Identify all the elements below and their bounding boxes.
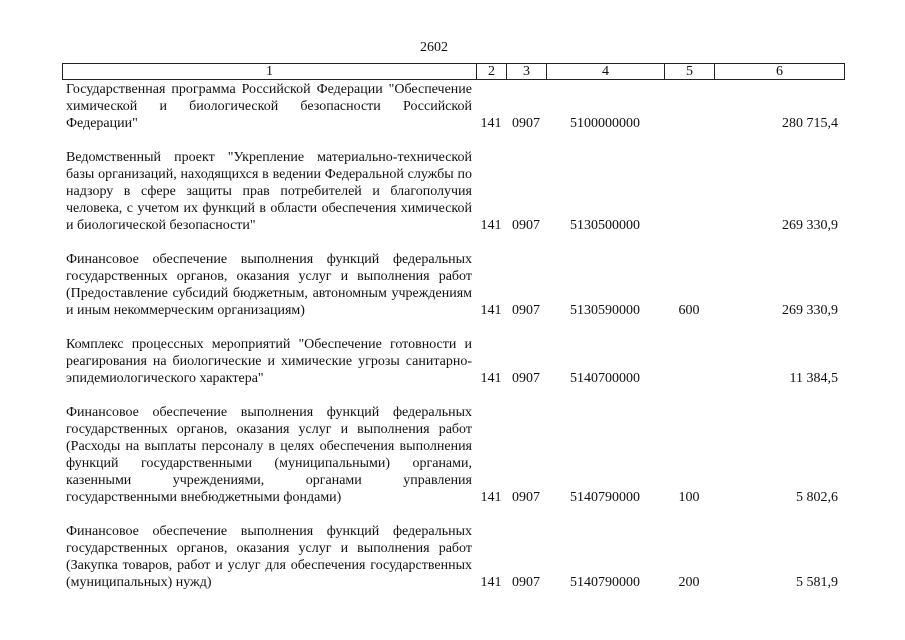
row-name: Финансовое обеспечение выполнения функций федеральных государственных органов, оказания услуг и выполнения работ (Закупка товаров, работ и услуг для обеспечения государственных (муниципальных) нужд) xyxy=(66,524,472,590)
row-gap xyxy=(62,387,844,404)
table-row xyxy=(62,523,844,591)
row-col-5: 100 xyxy=(678,490,700,505)
row-col-3: 0907 xyxy=(512,490,540,505)
column-header-6: 6 xyxy=(715,64,845,80)
row-gap xyxy=(62,506,844,523)
row-col-5 xyxy=(664,336,714,387)
row-col-6: 269 330,9 xyxy=(782,218,838,233)
column-header-5: 5 xyxy=(665,64,715,80)
row-name: Ведомственный проект "Укрепление материально-технической базы организаций, находящихся в ведении Федеральной службы по надзору в сфере защиты прав потребителей и благополучия человека, с учетом их функций в области обеспечения химической и биологической безопасности" xyxy=(66,150,472,233)
row-name: Комплекс процессных мероприятий "Обеспечение готовности и реагирования на биологические и химические угрозы санитарно-эпидемиологического характера" xyxy=(66,337,472,386)
table-row xyxy=(62,336,844,387)
row-col-4: 5140790000 xyxy=(570,575,640,590)
row-col-2: 141 xyxy=(480,116,502,131)
table-row xyxy=(62,81,844,132)
row-col-6: 280 715,4 xyxy=(782,116,838,131)
row-col-2: 141 xyxy=(480,371,502,386)
row-col-6: 269 330,9 xyxy=(782,303,838,318)
row-name: Финансовое обеспечение выполнения функций федеральных государственных органов, оказания услуг и выполнения работ (Расходы на выплаты персоналу в целях обеспечения выполнения функций государственными (муниципальными) органами, казенными учреждениями, органами управления государственными внебюджетными фондами) xyxy=(66,405,472,505)
column-header-2: 2 xyxy=(477,64,507,80)
row-col-3: 0907 xyxy=(512,116,540,131)
row-col-6: 5 581,9 xyxy=(796,575,838,590)
row-col-5 xyxy=(664,81,714,132)
row-col-4: 5130500000 xyxy=(570,218,640,233)
row-col-3: 0907 xyxy=(512,218,540,233)
row-gap xyxy=(62,132,844,149)
row-col-4: 5130590000 xyxy=(570,303,640,318)
row-col-3: 0907 xyxy=(512,303,540,318)
row-col-5: 200 xyxy=(678,575,700,590)
row-col-5: 600 xyxy=(678,303,700,318)
table-row xyxy=(62,149,844,234)
row-col-6: 11 384,5 xyxy=(789,371,838,386)
row-gap xyxy=(62,234,844,251)
row-name: Государственная программа Российской Федерации "Обеспечение химической и биологической безопасности Российской Федерации" xyxy=(66,82,472,131)
row-col-6: 5 802,6 xyxy=(796,490,838,505)
page-number: 2602 xyxy=(420,40,448,55)
column-header-1: 1 xyxy=(63,64,477,80)
row-col-4: 5140790000 xyxy=(570,490,640,505)
column-header-row xyxy=(63,64,845,80)
row-col-2: 141 xyxy=(480,490,502,505)
row-name: Финансовое обеспечение выполнения функций федеральных государственных органов, оказания услуг и выполнения работ (Предоставление субсидий бюджетным, автономным учреждениям и иным некоммерческим организациям) xyxy=(66,252,472,318)
row-col-3: 0907 xyxy=(512,371,540,386)
column-header-table xyxy=(62,63,845,80)
row-col-4: 5140700000 xyxy=(570,371,640,386)
row-gap xyxy=(62,319,844,336)
row-col-2: 141 xyxy=(480,575,502,590)
row-col-2: 141 xyxy=(480,303,502,318)
row-col-2: 141 xyxy=(480,218,502,233)
column-header-3: 3 xyxy=(507,64,547,80)
table-row xyxy=(62,404,844,506)
row-col-4: 5100000000 xyxy=(570,116,640,131)
table-row xyxy=(62,251,844,319)
row-col-3: 0907 xyxy=(512,575,540,590)
row-col-5 xyxy=(664,149,714,234)
column-header-4: 4 xyxy=(547,64,665,80)
budget-table xyxy=(62,81,844,591)
